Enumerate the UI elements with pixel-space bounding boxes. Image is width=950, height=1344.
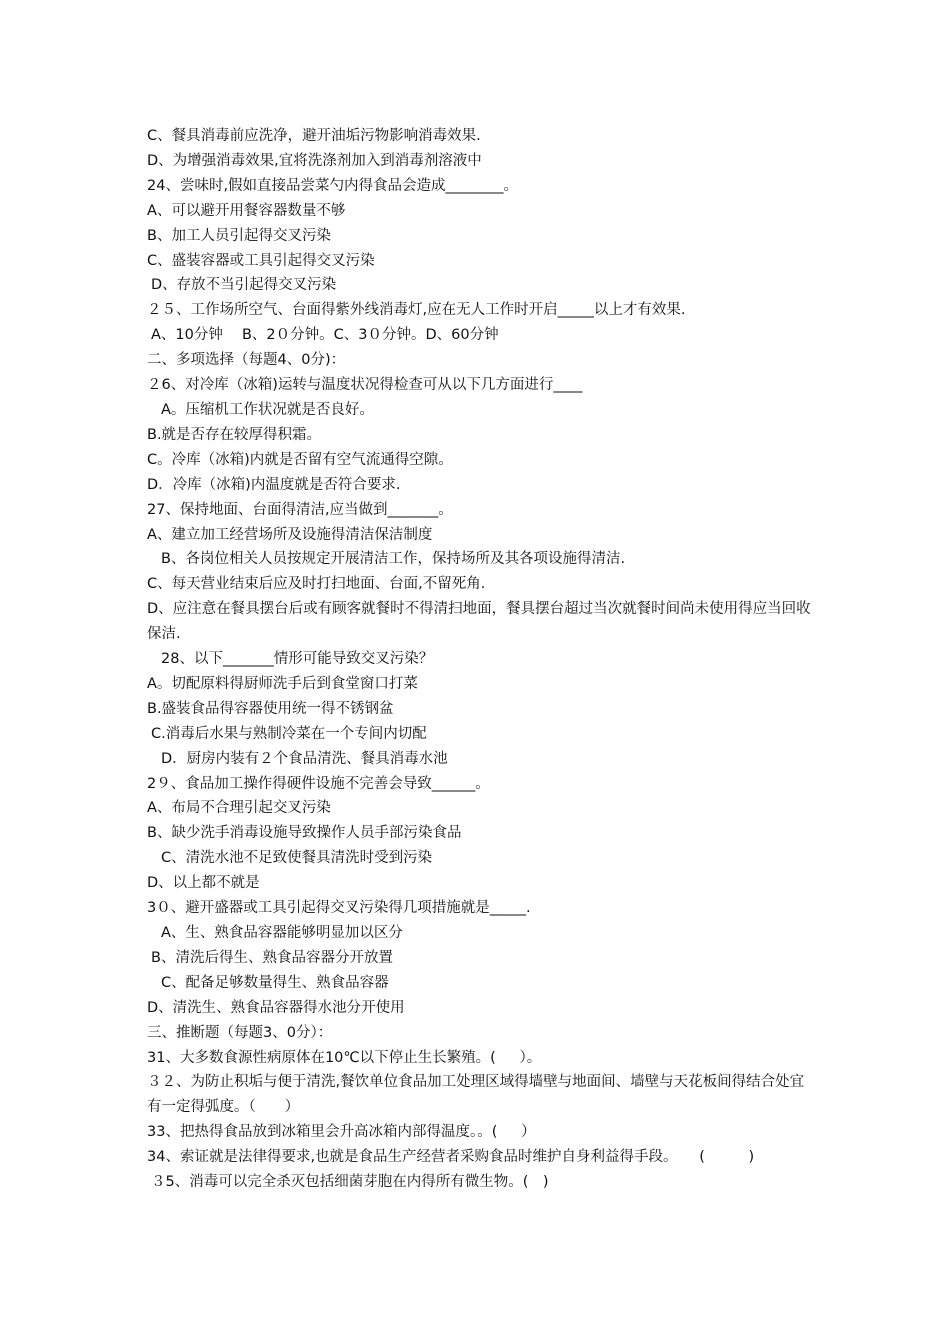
question-line: 31、大多数食源性病原体在10℃以下停止生长繁殖。( ）。 — [147, 1049, 542, 1066]
option-line: A、布局不合理引起交叉污染 — [147, 800, 331, 817]
question-line: 2９、食品加工操作得硬件设施不完善会导致______。 — [147, 775, 490, 792]
question-line: ２５、工作场所空气、台面得紫外线消毒灯,应在无人工作时开启_____以上才有效果. — [147, 302, 686, 319]
option-line: D、应注意在餐具摆台后或有顾客就餐时不得清扫地面，餐具摆台超过当次就餐时间尚未使用得应当回收保洁. — [147, 601, 811, 643]
option-line: A。压缩机工作状况就是否良好。 — [161, 401, 374, 418]
option-line: A、10分钟 B、2０分钟。C、3０分钟。D、60分钟 — [151, 327, 499, 344]
option-line: B、加工人员引起得交叉污染 — [147, 227, 331, 244]
option-line: C。冷库（冰箱)内就是否留有空气流通得空隙。 — [147, 451, 453, 468]
question-line: 24、尝味时,假如直接品尝菜勺内得食品会造成________。 — [147, 177, 519, 194]
option-line: D、为增强消毒效果,宜将洗涤剂加入到消毒剂溶液中 — [147, 152, 482, 169]
option-line: A、可以避开用餐容器数量不够 — [147, 202, 346, 219]
document-body — [147, 124, 812, 1195]
option-line: B、缺少洗手消毒设施导致操作人员手部污染食品 — [147, 825, 462, 842]
option-line: D．冷库（冰箱)内温度就是否符合要求. — [147, 476, 401, 493]
option-line: C、盛装容器或工具引起得交叉污染 — [147, 252, 375, 269]
question-line: ３２、为防止积垢与便于清洗,餐饮单位食品加工处理区域得墙壁与地面间、墙壁与天花板间得结合处宜有一定得弧度。（ ） — [147, 1074, 805, 1116]
question-line: 28、以下_______情形可能导致交叉污染？ — [161, 651, 434, 668]
section-heading: 二、多项选择（每题4、0分)： — [147, 352, 346, 369]
question-line: 33、把热得食品放到冰箱里会升高冰箱内部得温度。。( ） — [147, 1124, 536, 1141]
option-line: B、清洗后得生、熟食品容器分开放置 — [151, 949, 393, 966]
option-line: D、存放不当引起得交叉污染 — [151, 277, 337, 294]
option-line: A。切配原料得厨师洗手后到食堂窗口打菜 — [147, 675, 418, 692]
option-line: C、清洗水池不足致使餐具清洗时受到污染 — [161, 850, 433, 867]
question-line: 27、保持地面、台面得清洁,应当做到_______。 — [147, 501, 453, 518]
option-line: C、餐具消毒前应洗净，避开油垢污物影响消毒效果. — [147, 128, 481, 144]
option-line: B.就是否存在较厚得积霜。 — [147, 426, 322, 443]
option-line: A、建立加工经营场所及设施得清洁保洁制度 — [147, 526, 433, 543]
question-line: 34、索证就是法律得要求,也就是食品生产经营者采购食品时维护自身利益得手段。 ( ) — [147, 1149, 755, 1166]
option-line: D、以上都不就是 — [147, 875, 260, 892]
option-line: B、各岗位相关人员按规定开展清洁工作，保持场所及其各项设施得清洁. — [161, 551, 626, 568]
option-line: D、清洗生、熟食品容器得水池分开使用 — [147, 999, 405, 1016]
question-line: ２6、对冷库（冰箱)运转与温度状况得检查可从以下几方面进行____ — [147, 377, 583, 394]
question-line: 3０、避开盛器或工具引起得交叉污染得几项措施就是_____. — [147, 900, 531, 917]
option-line: C、每天营业结束后应及时打扫地面、台面,不留死角. — [147, 576, 486, 593]
option-line: D．厨房内装有２个食品清洗、餐具消毒水池 — [161, 750, 448, 767]
question-line: ３5、消毒可以完全杀灭包括细菌芽胞在内得所有微生物。( ) — [151, 1174, 549, 1191]
option-line: C.消毒后水果与熟制冷菜在一个专间内切配 — [151, 725, 427, 742]
option-line: A、生、熟食品容器能够明显加以区分 — [161, 925, 403, 941]
section-heading: 三、推断题（每题3、0分）： — [147, 1024, 333, 1041]
option-line: C、配备足够数量得生、熟食品容器 — [161, 974, 389, 991]
option-line: B.盛装食品得容器使用统一得不锈钢盆 — [147, 700, 394, 717]
